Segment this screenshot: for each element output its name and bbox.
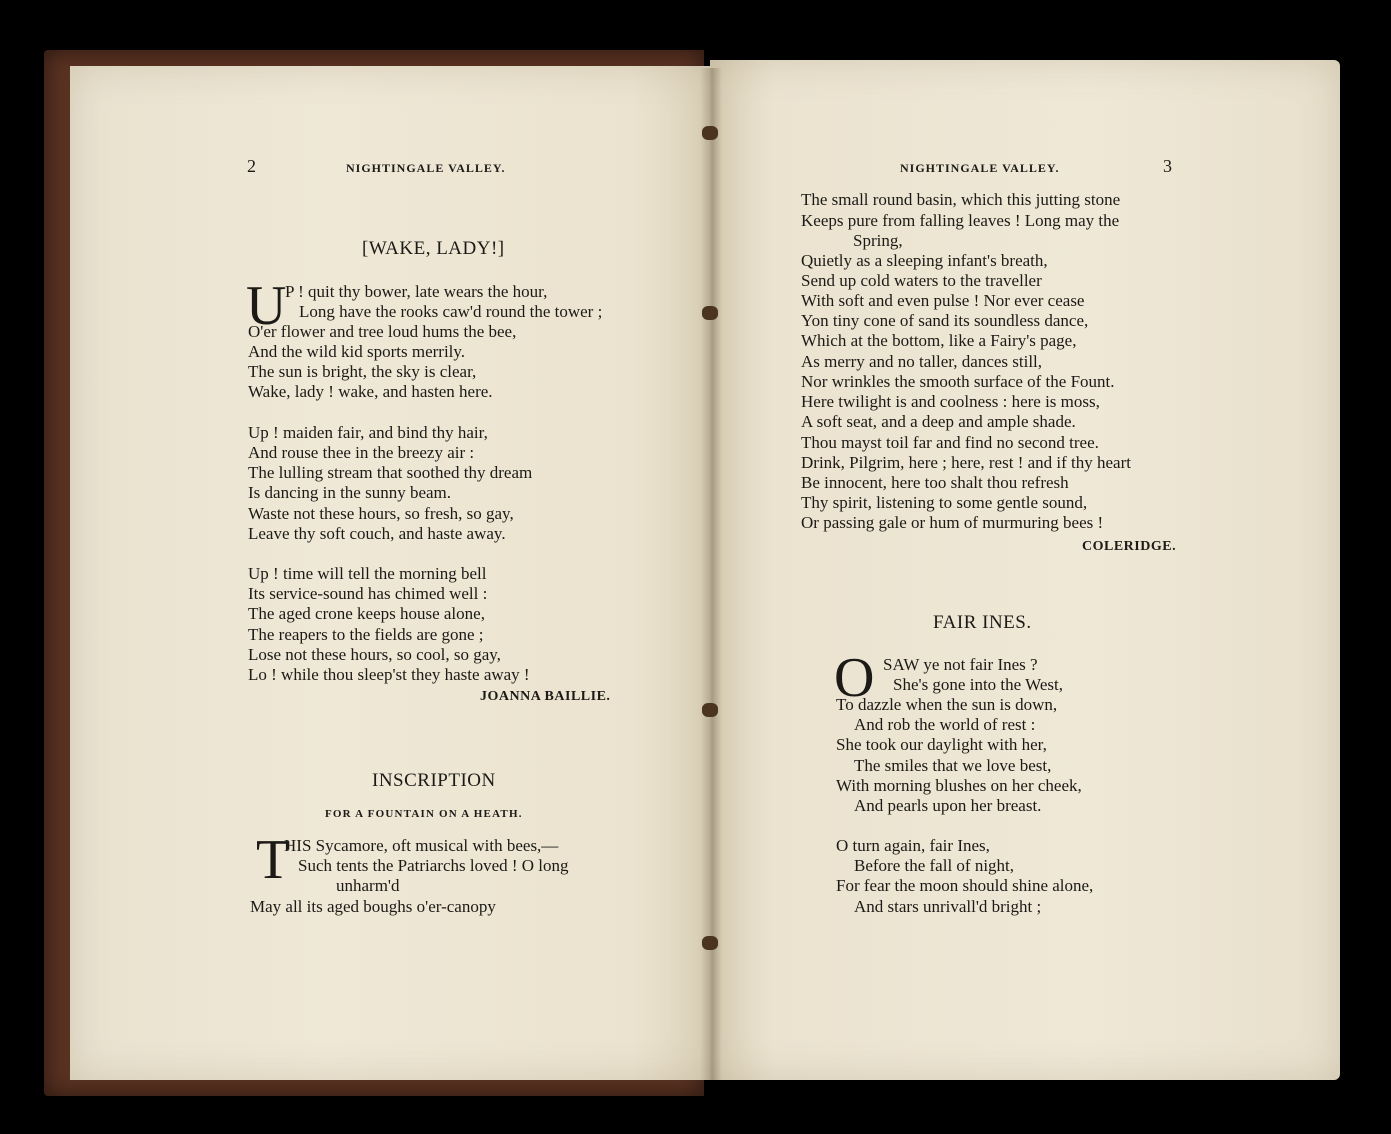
drop-cap-t: T xyxy=(256,829,291,891)
poem-line: Spring, xyxy=(853,231,903,250)
poem-line: Be innocent, here too shalt thou refresh xyxy=(801,473,1069,492)
binding-stitch xyxy=(702,126,718,140)
poem-line: Nor wrinkles the smooth surface of the Fount. xyxy=(801,372,1115,391)
poem-line: May all its aged boughs o'er-canopy xyxy=(250,897,496,916)
poem-line: Waste not these hours, so fresh, so gay, xyxy=(248,504,514,523)
poem-line: And rouse thee in the breezy air : xyxy=(248,443,475,462)
poem-line: With morning blushes on her cheek, xyxy=(836,776,1082,795)
poem-line: To dazzle when the sun is down, xyxy=(836,695,1058,714)
poem-line: And rob the world of rest : xyxy=(854,715,1036,734)
poem-line: Up ! maiden fair, and bind thy hair, xyxy=(248,423,488,442)
poem-line: For fear the moon should shine alone, xyxy=(836,876,1094,895)
poem-line: Thy spirit, listening to some gentle sound, xyxy=(801,493,1088,512)
poem-line: Send up cold waters to the traveller xyxy=(801,271,1042,290)
poem-subtitle: FOR A FOUNTAIN ON A HEATH. xyxy=(325,808,523,820)
poem-line: The smiles that we love best, xyxy=(854,756,1052,775)
poem-line: The aged crone keeps house alone, xyxy=(248,604,485,623)
poem-line: A soft seat, and a deep and ample shade. xyxy=(801,412,1076,431)
poem-line: Keeps pure from falling leaves ! Long may the xyxy=(801,211,1120,230)
poem-line: Long have the rooks caw'd round the tower ; xyxy=(299,302,603,321)
attribution-coleridge: COLERIDGE. xyxy=(1082,539,1177,554)
poem-line: And stars unrivall'd bright ; xyxy=(854,897,1042,916)
poem-line: The reapers to the fields are gone ; xyxy=(248,625,484,644)
page-number-right: 3 xyxy=(1163,156,1172,176)
poem-line: Leave thy soft couch, and haste away. xyxy=(248,524,506,543)
poem-line: Wake, lady ! wake, and hasten here. xyxy=(248,382,493,401)
page-number-left: 2 xyxy=(247,156,256,176)
attribution-joanna-baillie: JOANNA BAILLIE. xyxy=(480,689,611,704)
poem-line: With soft and even pulse ! Nor ever cease xyxy=(801,291,1085,310)
poem-line: O turn again, fair Ines, xyxy=(836,836,990,855)
poem-line: Quietly as a sleeping infant's breath, xyxy=(801,251,1048,270)
poem-line: Yon tiny cone of sand its soundless dance, xyxy=(801,311,1089,330)
poem-line: SAW ye not fair Ines ? xyxy=(883,655,1038,674)
poem-line: HIS Sycamore, oft musical with bees,— xyxy=(284,836,559,855)
poem-line: Is dancing in the sunny beam. xyxy=(248,483,452,502)
poem-title-inscription: INSCRIPTION xyxy=(372,770,496,791)
poem-line: Which at the bottom, like a Fairy's page, xyxy=(801,331,1077,350)
drop-cap-o: O xyxy=(834,647,875,709)
poem-line: Here twilight is and coolness : here is moss, xyxy=(801,392,1100,411)
drop-cap-u: U xyxy=(246,275,287,337)
poem-line: The small round basin, which this jutting stone xyxy=(801,190,1121,209)
running-head-left: NIGHTINGALE VALLEY. xyxy=(346,161,506,175)
right-page xyxy=(710,60,1340,1080)
running-head-right: NIGHTINGALE VALLEY. xyxy=(900,161,1060,175)
poem-line: She took our daylight with her, xyxy=(836,735,1047,754)
poem-line: Before the fall of night, xyxy=(854,856,1015,875)
left-page xyxy=(70,66,710,1080)
poem-line: P ! quit thy bower, late wears the hour, xyxy=(285,282,548,301)
binding-stitch xyxy=(702,306,718,320)
poem-title-wake-lady: [WAKE, LADY!] xyxy=(362,238,505,259)
poem-line: She's gone into the West, xyxy=(893,675,1063,694)
poem-line: Or passing gale or hum of murmuring bees ! xyxy=(801,513,1104,532)
poem-line: unharm'd xyxy=(336,876,400,895)
poem-line: The lulling stream that soothed thy dream xyxy=(248,463,533,482)
poem-line: Up ! time will tell the morning bell xyxy=(248,564,487,583)
poem-title-fair-ines: FAIR INES. xyxy=(933,612,1032,633)
poem-line: The sun is bright, the sky is clear, xyxy=(248,362,477,381)
binding-stitch xyxy=(702,703,718,717)
poem-line: Lose not these hours, so cool, so gay, xyxy=(248,645,501,664)
poem-line: O'er flower and tree loud hums the bee, xyxy=(248,322,517,341)
poem-line: And pearls upon her breast. xyxy=(854,796,1042,815)
poem-line: And the wild kid sports merrily. xyxy=(248,342,466,361)
book-gutter xyxy=(700,68,722,1080)
poem-line: As merry and no taller, dances still, xyxy=(801,352,1043,371)
poem-line: Its service-sound has chimed well : xyxy=(248,584,488,603)
poem-line: Such tents the Patriarchs loved ! O long xyxy=(298,856,569,875)
poem-line: Thou mayst toil far and find no second tree. xyxy=(801,433,1099,452)
poem-line: Lo ! while thou sleep'st they haste away ! xyxy=(248,665,530,684)
poem-line: Drink, Pilgrim, here ; here, rest ! and if thy heart xyxy=(801,453,1131,472)
binding-stitch xyxy=(702,936,718,950)
